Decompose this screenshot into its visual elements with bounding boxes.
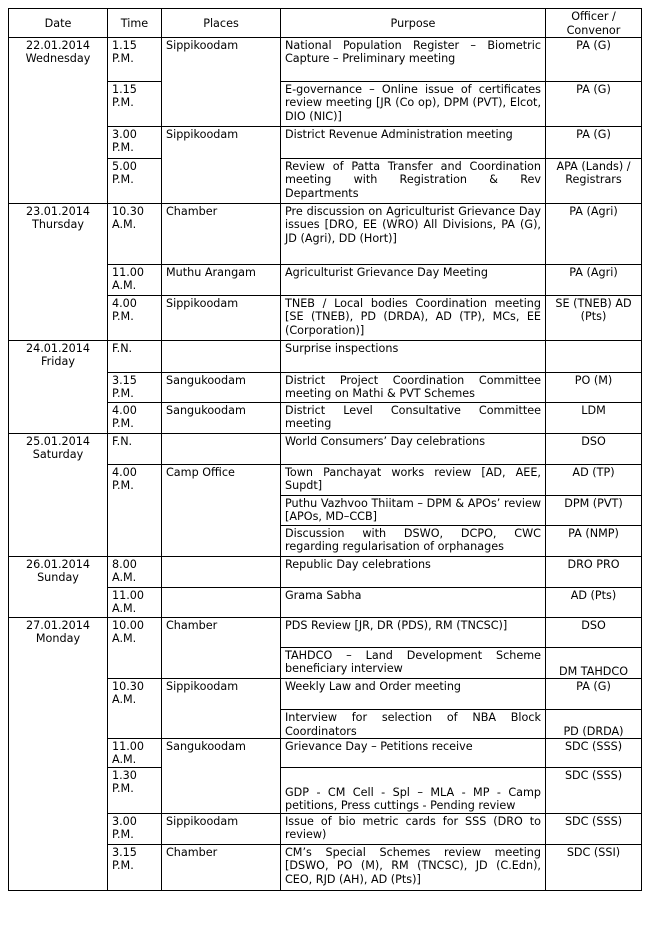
- header-places: Places: [162, 9, 281, 38]
- officer-cell: LDM: [546, 403, 642, 434]
- purpose-cell: Pre discussion on Agriculturist Grievance Day issues [DRO, EE (WRO) All Divisions, PA (G), JD (Agri), DD (Hort)]: [281, 204, 546, 265]
- table-row: [9, 204, 642, 265]
- purpose-cell: Grievance Day – Petitions receive: [281, 739, 546, 768]
- purpose-cell: District Revenue Administration meeting: [281, 127, 546, 159]
- purpose-cell: Town Panchayat works review [AD, AEE, Supdt]: [281, 465, 546, 496]
- table-row: [9, 557, 642, 588]
- time-cell: 10.30 A.M.: [108, 204, 162, 265]
- date-cell: [9, 618, 108, 891]
- time-cell: 11.00 A.M.: [108, 739, 162, 768]
- place-cell: Sippikoodam: [162, 38, 281, 127]
- place-cell: Chamber: [162, 844, 281, 890]
- officer-cell: SDC (SSS): [546, 813, 642, 844]
- day-name: Wednesday: [25, 52, 91, 66]
- officer-cell: PA (NMP): [546, 526, 642, 557]
- officer-cell: DPM (PVT): [546, 496, 642, 526]
- date-value: 27.01.2014: [25, 619, 91, 632]
- officer-cell: DM TAHDCO: [546, 648, 642, 679]
- purpose-cell: Review of Patta Transfer and Coordination meeting with Registration & Rev Departments: [281, 159, 546, 204]
- officer-cell: PA (G): [546, 679, 642, 710]
- schedule-page: [8, 8, 641, 891]
- day-name: Sunday: [37, 571, 79, 585]
- place-cell: [162, 588, 281, 618]
- officer-cell: PA (G): [546, 38, 642, 82]
- place-cell: Sangukoodam: [162, 403, 281, 434]
- place-cell: Muthu Arangam: [162, 265, 281, 296]
- place-cell: Camp Office: [162, 465, 281, 557]
- time-cell: 3.00 P.M.: [108, 813, 162, 844]
- table-row: [9, 341, 642, 373]
- purpose-cell: District Level Consultative Committee meeting: [281, 403, 546, 434]
- officer-cell: [546, 341, 642, 373]
- date-cell: [9, 341, 108, 434]
- officer-cell: PA (G): [546, 82, 642, 127]
- time-cell: 3.00 P.M.: [108, 127, 162, 159]
- header-purpose: Purpose: [281, 9, 546, 38]
- table-row: [9, 618, 642, 648]
- header-officer-line1: Officer /: [571, 10, 616, 24]
- date-value: 22.01.2014: [25, 39, 91, 52]
- header-officer: [546, 9, 642, 38]
- time-cell: 1.15 P.M.: [108, 38, 162, 82]
- time-cell: 4.00 P.M.: [108, 465, 162, 557]
- officer-cell: APA (Lands) / Registrars: [546, 159, 642, 204]
- officer-cell: PO (M): [546, 373, 642, 403]
- time-cell: 11.00 A.M.: [108, 265, 162, 296]
- purpose-cell: TAHDCO – Land Development Scheme beneficiary interview: [281, 648, 546, 679]
- table-row: [9, 38, 642, 82]
- date-value: 23.01.2014: [25, 205, 91, 218]
- time-cell: 10.00 A.M.: [108, 618, 162, 679]
- table-row: [9, 434, 642, 465]
- officer-cell: SDC (SSI): [546, 844, 642, 890]
- time-cell: 3.15 P.M.: [108, 844, 162, 890]
- time-cell: 3.15 P.M.: [108, 373, 162, 403]
- schedule-table: [8, 8, 642, 891]
- place-cell: Sippikoodam: [162, 813, 281, 844]
- place-cell: [162, 341, 281, 373]
- officer-cell: PA (G): [546, 127, 642, 159]
- officer-cell: DSO: [546, 618, 642, 648]
- officer-cell: DRO PRO: [546, 557, 642, 588]
- time-cell: 5.00 P.M.: [108, 159, 162, 204]
- place-cell: [162, 434, 281, 465]
- place-cell: Sippikoodam: [162, 679, 281, 739]
- day-name: Monday: [35, 632, 81, 646]
- header-officer-line2: Convenor: [566, 23, 621, 37]
- purpose-cell: PDS Review [JR, DR (PDS), RM (TNCSC)]: [281, 618, 546, 648]
- officer-cell: SDC (SSS): [546, 767, 642, 813]
- place-cell: Chamber: [162, 204, 281, 265]
- date-value: 25.01.2014: [25, 435, 91, 448]
- officer-cell: AD (TP): [546, 465, 642, 496]
- date-value: 24.01.2014: [25, 342, 91, 355]
- officer-cell: PA (Agri): [546, 204, 642, 265]
- purpose-cell: Discussion with DSWO, DCPO, CWC regarding regularisation of orphanages: [281, 526, 546, 557]
- purpose-cell: Puthu Vazhvoo Thiitam – DPM & APOs’ review [APOs, MD–CCB]: [281, 496, 546, 526]
- officer-cell: PA (Agri): [546, 265, 642, 296]
- purpose-cell: Agriculturist Grievance Day Meeting: [281, 265, 546, 296]
- place-cell: Sippikoodam: [162, 127, 281, 204]
- date-value: 26.01.2014: [25, 558, 91, 571]
- place-cell: Sippikoodam: [162, 296, 281, 341]
- purpose-cell: E-governance – Online issue of certificates review meeting [JR (Co op), DPM (PVT), Elcot, DIO (NIC)]: [281, 82, 546, 127]
- purpose-cell: National Population Register – Biometric Capture – Preliminary meeting: [281, 38, 546, 82]
- officer-cell: SDC (SSS): [546, 739, 642, 768]
- purpose-cell: TNEB / Local bodies Coordination meeting [SE (TNEB), PD (DRDA), AD (TP), MCs, EE (Corporation)]: [281, 296, 546, 341]
- time-cell: 4.00 P.M.: [108, 296, 162, 341]
- date-cell: [9, 38, 108, 204]
- place-cell: Sangukoodam: [162, 373, 281, 403]
- purpose-cell: Issue of bio metric cards for SSS (DRO to review): [281, 813, 546, 844]
- purpose-cell: GDP - CM Cell - Spl – MLA - MP - Camp petitions, Press cuttings - Pending review: [281, 767, 546, 813]
- time-cell: F.N.: [108, 341, 162, 373]
- purpose-cell: Republic Day celebrations: [281, 557, 546, 588]
- purpose-cell: Interview for selection of NBA Block Coordinators: [281, 710, 546, 739]
- purpose-cell: District Project Coordination Committee meeting on Mathi & PVT Schemes: [281, 373, 546, 403]
- officer-cell: DSO: [546, 434, 642, 465]
- purpose-cell: Surprise inspections: [281, 341, 546, 373]
- time-cell: 11.00 A.M.: [108, 588, 162, 618]
- place-cell: [162, 557, 281, 588]
- officer-cell: PD (DRDA): [546, 710, 642, 739]
- purpose-cell: Grama Sabha: [281, 588, 546, 618]
- purpose-cell: Weekly Law and Order meeting: [281, 679, 546, 710]
- purpose-cell: CM’s Special Schemes review meeting [DSWO, PO (M), RM (TNCSC), JD (C.Edn), CEO, RJD (AH), AD (Pts)]: [281, 844, 546, 890]
- officer-cell: SE (TNEB) AD (Pts): [546, 296, 642, 341]
- purpose-cell: World Consumers’ Day celebrations: [281, 434, 546, 465]
- time-cell: F.N.: [108, 434, 162, 465]
- date-cell: [9, 434, 108, 557]
- place-cell: Sangukoodam: [162, 739, 281, 814]
- date-cell: [9, 557, 108, 618]
- header-date: Date: [9, 9, 108, 38]
- time-cell: 4.00 P.M.: [108, 403, 162, 434]
- time-cell: 1.15 P.M.: [108, 82, 162, 127]
- time-cell: 10.30 A.M.: [108, 679, 162, 739]
- day-name: Friday: [41, 355, 75, 369]
- header-time: Time: [108, 9, 162, 38]
- header-row: [9, 9, 642, 38]
- day-name: Thursday: [31, 218, 85, 232]
- officer-cell: AD (Pts): [546, 588, 642, 618]
- day-name: Saturday: [32, 448, 84, 462]
- place-cell: Chamber: [162, 618, 281, 679]
- time-cell: 1.30 P.M.: [108, 767, 162, 813]
- date-cell: [9, 204, 108, 341]
- time-cell: 8.00 A.M.: [108, 557, 162, 588]
